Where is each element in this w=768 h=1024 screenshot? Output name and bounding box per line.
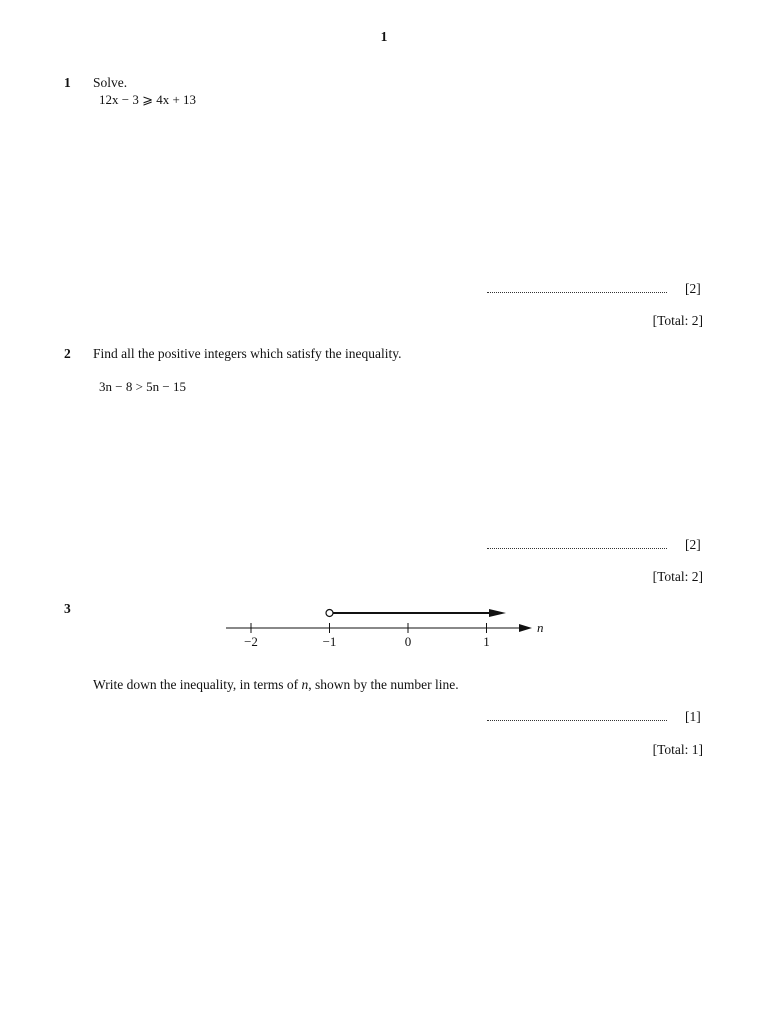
page-number: 1 [380,29,388,44]
question-3-prompt-after: , shown by the number line. [308,677,459,692]
question-2-number: 2 [64,346,71,361]
question-3-answer-line[interactable] [487,720,667,721]
open-circle-marker [326,610,333,617]
question-2-total: [Total: 2] [652,569,703,584]
number-line-variable-label: n [537,620,544,635]
question-1-answer-line[interactable] [487,292,667,293]
number-line-axis-arrowhead [519,624,532,632]
number-line-tick-label: −2 [244,634,258,649]
number-line-tick-label: 1 [483,634,490,649]
question-1-expression: 12x − 3 ⩾ 4x + 13 [99,92,197,107]
number-line-ticks [244,623,490,649]
number-line [220,600,560,656]
question-1-total: [Total: 2] [652,313,703,328]
question-3-prompt-before: Write down the inequality, in terms of [93,677,302,692]
inequality-ray-arrowhead [489,609,506,617]
question-3-prompt-variable: n [301,677,309,692]
question-1-marks: [2] [685,281,701,296]
number-line-tick-label: −1 [322,634,337,649]
question-2-expression: 3n − 8 > 5n − 15 [99,379,186,394]
number-line-tick-label: 0 [404,634,412,649]
question-3-marks: [1] [685,709,701,724]
question-3-total: [Total: 1] [652,742,703,757]
question-2-prompt: Find all the positive integers which satisfy the inequality. [93,346,402,361]
question-3-prompt [93,677,459,693]
question-3-number: 3 [64,601,71,616]
question-1-prompt: Solve. [93,75,128,90]
question-2-answer-line[interactable] [487,548,667,549]
question-1-number: 1 [64,75,71,90]
question-2-marks: [2] [685,537,701,552]
